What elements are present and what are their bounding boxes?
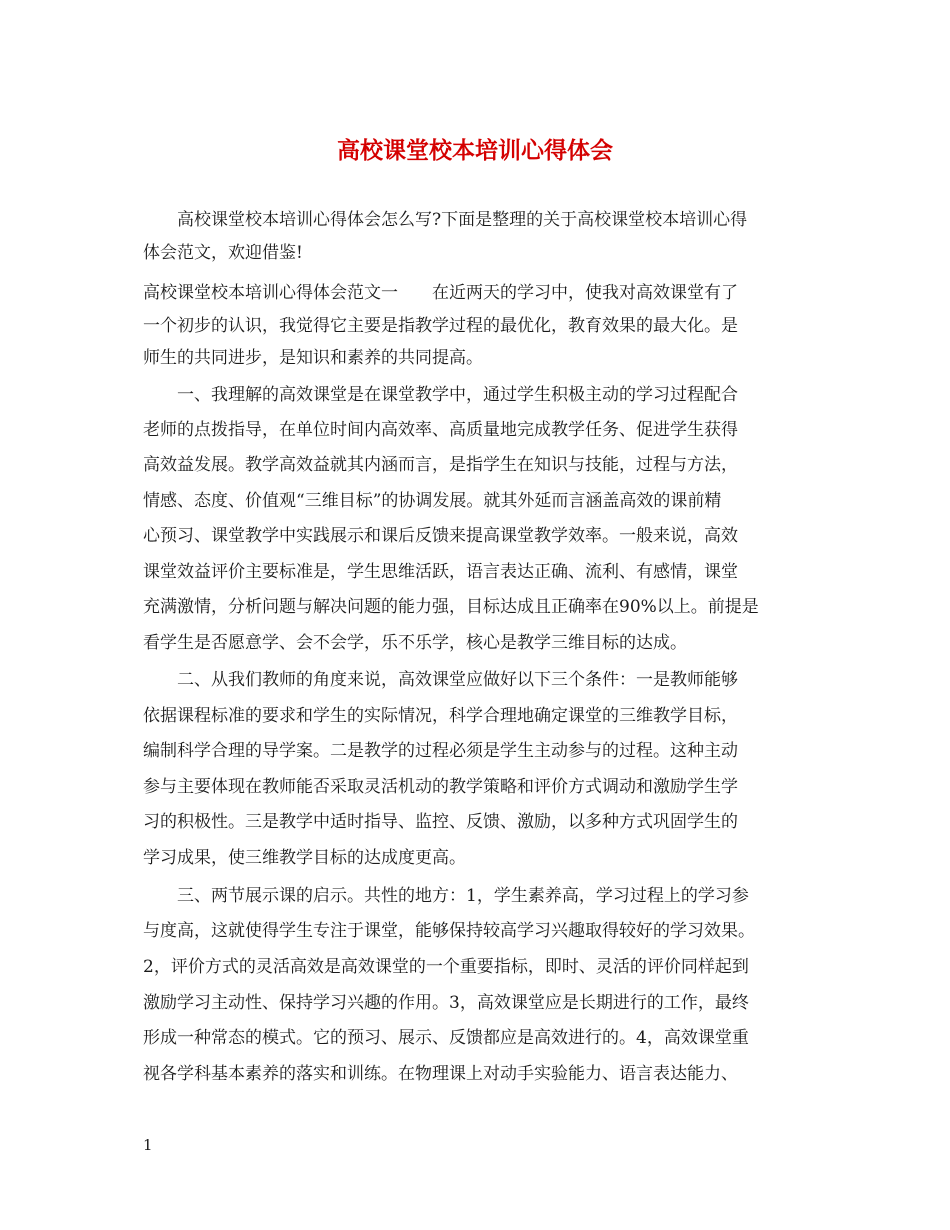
body-line: 形成一种常态的模式。它的预习、展示、反馈都应是高效进行的。4，高效课堂重: [143, 1028, 749, 1048]
body-line: 一个初步的认识，我觉得它主要是指教学过程的最优化，教育效果的最大化。是: [143, 316, 738, 336]
body-line: 三、两节展示课的启示。共性的地方：1，学生素养高，学习过程上的学习参: [143, 886, 749, 906]
body-line: 参与主要体现在教师能否采取灵活机动的教学策略和评价方式调动和激励学生学: [143, 777, 738, 797]
body-line: 充满激情，分析问题与解决问题的能力强，目标达成且正确率在90%以上。前提是: [143, 597, 759, 617]
body-line: 高校课堂校本培训心得体会怎么写?下面是整理的关于高校课堂校本培训心得: [143, 210, 748, 230]
body-line: 看学生是否愿意学、会不会学，乐不乐学，核心是教学三维目标的达成。: [143, 633, 687, 653]
body-line: 老师的点拨指导，在单位时间内高效率、高质量地完成教学任务、促进学生获得: [143, 420, 738, 440]
body-line: 2，评价方式的灵活高效是高效课堂的一个重要指标，即时、灵活的评价同样起到: [143, 957, 749, 977]
body-line: 与度高，这就使得学生专注于课堂，能够保持较高学习兴趣取得较好的学习效果。: [143, 921, 755, 941]
body-line: 编制科学合理的导学案。二是教学的过程必须是学生主动参与的过程。这种主动: [143, 741, 738, 761]
body-line: 心预习、课堂教学中实践展示和课后反馈来提高课堂教学效率。一般来说，高效: [143, 526, 738, 546]
body-line: 情感、态度、价值观“三维目标”的协调发展。就其外延而言涵盖高效的课前精: [143, 491, 722, 511]
body-line: 课堂效益评价主要标准是，学生思维活跃，语言表达正确、流利、有感情，课堂: [143, 562, 738, 582]
body-line: 依据课程标准的要求和学生的实际情况，科学合理地确定课堂的三维教学目标，: [143, 706, 738, 726]
body-line: 视各学科基本素养的落实和训练。在物理课上对动手实验能力、语言表达能力、: [143, 1064, 738, 1084]
body-line: 高校课堂校本培训心得体会范文一 在近两天的学习中，使我对高效课堂有了: [143, 283, 738, 303]
body-line: 激励学习主动性、保持学习兴趣的作用。3，高效课堂应是长期进行的工作，最终: [143, 993, 749, 1013]
body-line: 体会范文，欢迎借鉴!: [143, 243, 303, 263]
body-line: 学习成果，使三维教学目标的达成度更高。: [143, 848, 466, 868]
document-title: 高校课堂校本培训心得体会: [337, 137, 613, 164]
body-line: 二、从我们教师的角度来说，高效课堂应做好以下三个条件：一是教师能够: [143, 670, 738, 690]
body-line: 一、我理解的高效课堂是在课堂教学中，通过学生积极主动的学习过程配合: [143, 385, 738, 405]
body-line: 习的积极性。三是教学中适时指导、监控、反馈、激励，以多种方式巩固学生的: [143, 812, 738, 832]
body-line: 师生的共同进步，是知识和素养的共同提高。: [143, 348, 483, 368]
page-number: 1: [143, 1136, 153, 1154]
body-line: 高效益发展。教学高效益就其内涵而言，是指学生在知识与技能，过程与方法，: [143, 455, 738, 475]
